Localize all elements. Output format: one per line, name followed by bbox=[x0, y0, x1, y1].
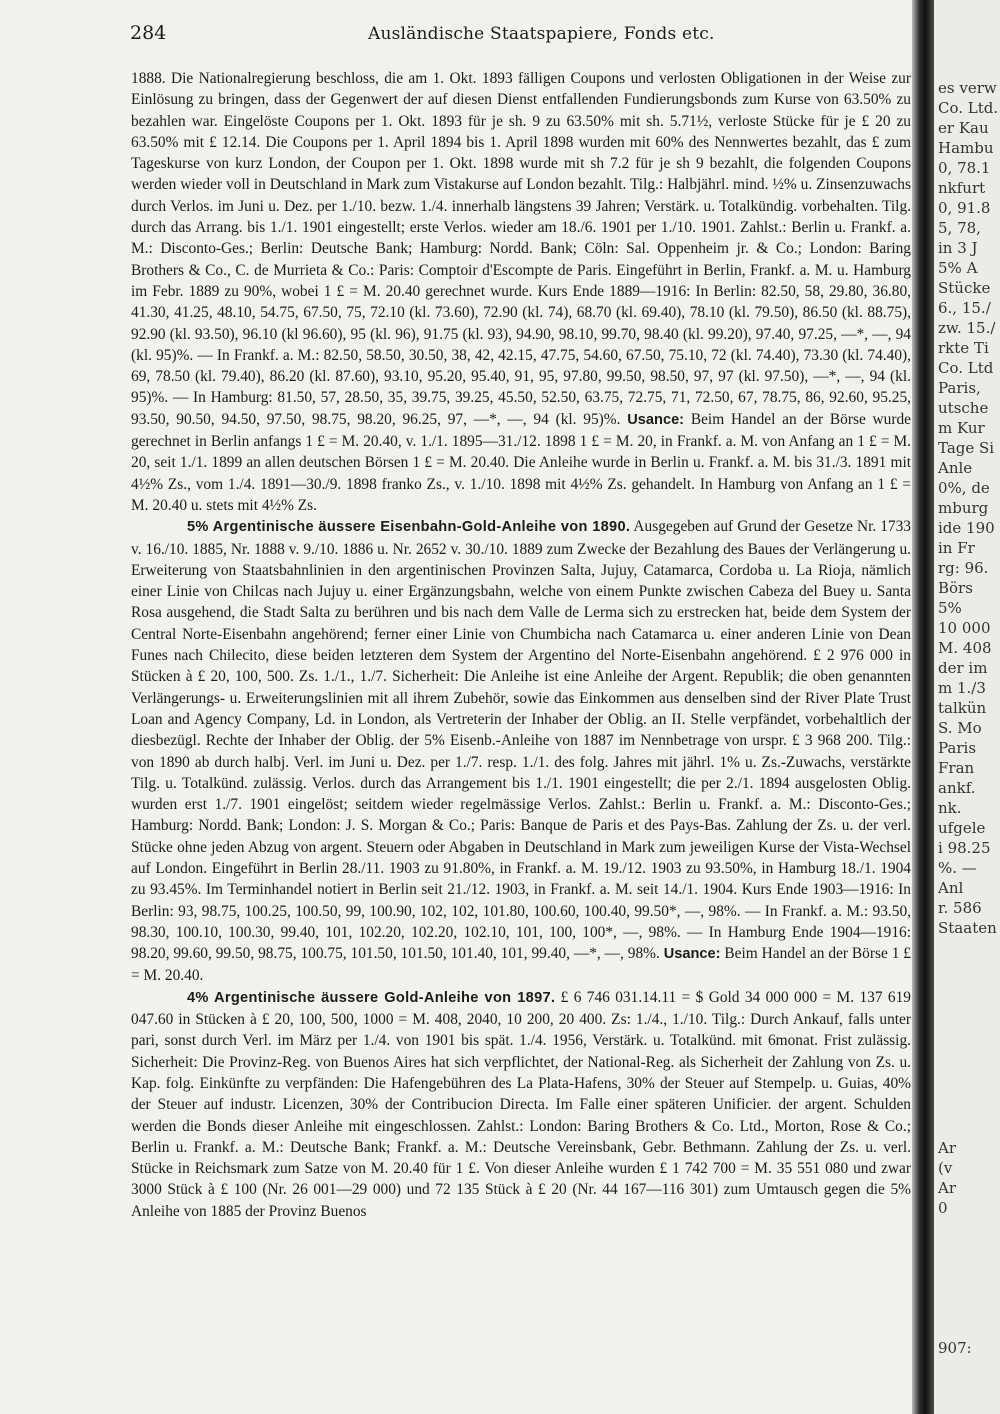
adjacent-page-fragment: r. 586 bbox=[938, 899, 982, 917]
paragraph-text: 1888. Die Nationalregierung beschloss, die am 1. Okt. 1893 fälligen Coupons und verlosten Obligationen in der Weise zur Einlösung zu bringen, dass der Gegenwert der auf diesen Dienst entfallenden Fundierungsbonds zum Kurse von 63.50% zu bezahlen war. Eingelöste Coupons per 1. Okt. 1893 für je sh. 9 zu 63.50% mit sh. 5.71½, verloste Stücke für je £ 20 zu 63.50% mit £ 12.14. Die Coupons per 1. April 1894 bis 1. April 1898 wurden mit 60% des Nennwertes bezahlt, das £ zum Tageskurse von kurz London, der Coupon per 1. Okt. 1898 wurde mit sh 7.2 für je sh 9 bezahlt, die folgenden Coupons werden wieder voll in Deutschland in Mark zum Vistakurse auf London bezahlt. Tilg.: Halbjährl. mind. ½% u. Zinsenzuwachs durch Verlos. im Juni u. Dez. per 1./10. bezw. 1./4. innerhalb längstens 39 Jahren; Verstärk. u. Totalkündig. vorbehalten. Tilg. durch das Arrang. bis 1./1. 1901 eingestellt; erste Verlos. wieder am 18./6. 1901 per 1./10. 1901. Zahlst.: Berlin u. Frankf. a. M.: Disconto-Ges.; Berlin: Deutsche Bank; Hamburg: Nordd. Bank; Cöln: Sal. Oppenheim jr. & Co.; London: Baring Brothers & Co., C. de Murrieta & Co.: Paris: Comptoir d'Escompte de Paris. Eingeführt in Berlin, Frankf. a. M. u. Hamburg im Febr. 1889 zu 90%, wobei 1 £ = M. 20.40 gerechnet wurde. Kurs Ende 1889—1916: In Berlin: 82.50, 58, 29.80, 36.80, 41.30, 41.25, 48.10, 54.75, 67.50, 75, 72.10 (kl. 73.60), 72.90 (kl. 74), 68.70 (kl. 69.40), 78.10 (kl. 79.50), 86.50 (kl. 88.75), 92.90 (kl. 93.50), 96.10 (kl 96.60), 95 (kl. 96), 91.75 (kl. 93), 94.90, 98.10, 99.70, 98.40 (kl. 99.20), 97.40, 97.25, —*, —, 94 (kl. 95)%. — In Frankf. a. M.: 82.50, 58.50, 30.50, 38, 42, 42.15, 47.75, 54.60, 67.50, 75.10, 72 (kl. 74.40), 73.30 (kl. 74.40), 69, 78.50 (kl. 79.40), 86.20 (kl. 87.60), 93.10, 95.20, 95.40, 91, 95, 97.80, 99.50, 98.50, 97, 97 (kl. 97.50), —*, —, 94 (kl. 95)%. — In Hamburg: 81.50, 57, 28.50, 35, 39.75, 39.25, 45.50, 52.50, 63.75, 72.75, 71, 72.50, 67, 78.75, 86, 92.60, 95.25, 93.50, 90.50, 94.50, 97.50, 98.75, 98.20, 96.25, 97, —*, —, 94 (kl. 95)%. bbox=[131, 70, 911, 428]
usance-label: Usance: bbox=[627, 411, 685, 428]
adjacent-page-fragment: zw. 15./ bbox=[938, 319, 996, 337]
adjacent-page-fragment bbox=[938, 938, 1000, 958]
adjacent-page-edge bbox=[934, 0, 1000, 1414]
adjacent-page-fragment: Hambu bbox=[938, 139, 994, 157]
adjacent-page-fragment: Ar bbox=[938, 1179, 957, 1197]
adjacent-page-fragment bbox=[938, 1258, 1000, 1278]
adjacent-page-fragments bbox=[934, 0, 1000, 1358]
adjacent-page-fragment: Paris bbox=[938, 739, 977, 757]
adjacent-page-fragment: Tage Si bbox=[938, 439, 995, 457]
adjacent-page-fragment: 6., 15./ bbox=[938, 299, 991, 317]
adjacent-page-fragment: %. — bbox=[938, 859, 977, 877]
usance-text: Beim Handel an der Börse wurde gerechnet in Berlin anfangs 1 £ = M. 20.40, v. 1./1. 1895—31./12. 1898 1 £ = M. 20, in Frankf. a. M. von Anfang an 1 £ = M. 20, seit 1./1. 1899 an allen deutschen Börsen 1 £ = M. 20.40. Die Anleihe wurde in Berlin u. Frankf. a. M. bis 31./3. 1891 mit 4½% Zs., vom 1./4. 1891—30./9. 1898 franko Zs., v. 1./10. 1898 mit 4½% Zs. gehandelt. In Hamburg von Anfang an 1 £ = M. 20.40 u. stets mit 4½% Zs. bbox=[131, 410, 912, 514]
adjacent-page-fragment: Börs bbox=[938, 579, 973, 597]
adjacent-page-fragment: 10 000 bbox=[938, 619, 991, 637]
adjacent-page-fragment: ankf. bbox=[938, 779, 976, 797]
adjacent-page-fragment: (v bbox=[938, 1159, 953, 1177]
adjacent-page-fragment bbox=[938, 998, 1000, 1018]
paragraph-text: £ 6 746 031.14.11 = $ Gold 34 000 000 = M. 137 619 047.60 in Stücken à £ 20, 100, 500, 1000 = M. 408, 2040, 10 200, 20 400. Zs: 1./4., 1./10. Tilg.: Durch Ankauf, falls unter pari, sonst durch Verl. im März per 1./4. von 1901 bis spät. 1./4. 1956, Verstärk. u. Totalkünd. mit 6monat. Frist zulässig. Sicherheit: Die Provinz-Reg. von Buenos Aires hat sich verpflichtet, der National-Reg. als Sicherheit der Zahlung von Zs. u. Kap. folg. Einkünfte zu verpfänden: Die Hafengebühren des La Plata-Hafens, 30% der Steuer auf Stempelp. u. Guias, 40% der Steuer auf industr. Licenzen, 30% der Contribucion Directa. Im Falle einer späteren Unificier. der argent. Schulden werden die Bonds dieser Anleihe mit eingeschlossen. Zahlst.: London: Baring Brothers & Co. Ltd., Morton, Rose & Co.; Berlin u. Frankf. a. M.: Deutsche Bank; Frankf. a. M.: Deutsche Vereinsbank, Gebr. Bethmann. Zahlung der Zs. u. verl. Stücke in Reichsmark zum Satze von M. 20.40 für 1 £. Von dieser Anleihe wurden £ 1 742 700 = M. 35 551 080 und zwar 3000 Stück à £ 100 (Nr. 26 001—29 000) und 72 135 Stück à £ 20 (Nr. 44 167—116 301) zum Umtausch gegen die 5% Anleihe von 1885 der Provinz Buenos bbox=[131, 988, 911, 1220]
adjacent-page-fragment: der im bbox=[938, 659, 988, 677]
adjacent-page-fragment: Anl bbox=[938, 879, 964, 897]
adjacent-page-fragment: 5% bbox=[938, 599, 962, 617]
usance-text: Beim Handel an der Börse 1 £ = M. 20.40. bbox=[131, 945, 911, 985]
adjacent-page-fragment bbox=[938, 1218, 1000, 1238]
adjacent-page-fragment bbox=[938, 1038, 1000, 1058]
adjacent-page-fragment bbox=[938, 1278, 1000, 1298]
adjacent-page-fragment: Ar bbox=[938, 1139, 957, 1157]
page-header bbox=[130, 22, 910, 52]
adjacent-page-fragment: in Fr bbox=[938, 539, 975, 557]
adjacent-page-fragment: m Kur bbox=[938, 419, 985, 437]
adjacent-page-fragment: es verw bbox=[938, 79, 997, 97]
adjacent-page-fragment: 5, 78, bbox=[938, 219, 981, 237]
adjacent-page-fragment bbox=[938, 978, 1000, 998]
adjacent-page-fragment: 5% A bbox=[938, 259, 978, 277]
body-text bbox=[131, 68, 911, 1222]
adjacent-page-fragment bbox=[938, 1238, 1000, 1258]
adjacent-page-fragment: rg: 96. bbox=[938, 559, 989, 577]
paragraph-text: Ausgegeben auf Grund der Gesetze Nr. 1733 v. 16./10. 1885, Nr. 1888 v. 9./10. 1886 u. Nr. 2652 v. 30./10. 1889 zum Zwecke der Bezahlung des Baues der Verlängerung u. Erweiterung von Staatsbahnlinien in den argentinischen Provinzen Salta, Jujuy, Catamarca, Cordoba u. La Rioja, nämlich einer Linie von Chilcas nach Jujuy u. einer Ergänzungsbahn, welche von einem Punkte zwischen Cabeza del Buey u. Santa Rosa ausgehend, die Stadt Salta zu berühren und bis nach dem Valle de Lerma sich zu erstrecken hat, beide dem System der Central Norte-Eisenbahn angehörend; ferner einer Linie von Chumbicha nach Catamarca u. einer anderen Linie von Dean Funes nach Chilecito, diese beiden letzteren dem System der Argentino del Norte-Eisenbahn angehörend. £ 2 976 000 in Stücken à £ 20, 100, 500. Zs. 1./1., 1./7. Sicherheit: Die Anleihe ist eine Anleihe der Argent. Republik; die oben genannten Verlängerungs- u. Erweiterungslinien mit all ihrem Zubehör, sowie das Einkommen aus denselben sind der River Plate Trust Loan and Agency Company, Ld. in London, als Vertreterin der Inhaber der Oblig. an II. Stelle verpfändet, vorbehaltlich der diesbezügl. Rechte der Inhaber der Oblig. der 5% Eisenb.-Anleihe von 1887 im Nennbetrage von urspr. £ 3 968 200. Tilg.: von 1890 ab durch halbj. Verl. im Juni u. Dez. per 1./7. resp. 1./1. des folg. Jahres mit jährl. 1% u. Zs.-Zuwachs, verstärkte Tilg. u. Totalkünd. zulässig. Verlos. durch das Arrangement bis 1./1. 1901 eingestellt; die per 2./1. 1894 ausgelosten Oblig. wurden erst 1./7. 1901 eingelöst; seitdem wieder regelmässige Verlos. Zahlst.: Berlin u. Frankf. a. M.: Disconto-Ges.; Hamburg: Nordd. Bank; London: J. S. Morgan & Co.; Paris: Banque de Paris et des Pays-Bas. Zahlung der Zs. u. der verl. Stücke ohne jeden Abzug von argent. Steuern oder Abgaben in Deutschland in Mark zum jeweiligen Kurse der Vista-Wechsel auf London. Eingeführt in Berlin 28./11. 1903 zu 91.80%, in Frankf. a. M. 19./12. 1903 zu 93.50%, in Hamburg 18./1. 1904 zu 93.45%. Im Terminhandel notiert in Berlin seit 21./12. 1903, in Frankf. a. M. seit 14./1. 1904. Kurs Ende 1903—1916: In Berlin: 93, 98.75, 100.25, 100.50, 99, 100.90, 102, 102, 101.80, 100.60, 100.40, 99.50*, —, 98%. — In Frankf. a. M.: 93.50, 98.30, 100.10, 100.30, 99.40, 101, 102.20, 102.20, 102.10, 101, 100, 100*, —, 98%. — In Hamburg Ende 1904—1916: 98.20, 99.60, 99.50, 98.75, 100.75, 101.50, 101.50, 101.40, 101, 99.40, —*, —, 98%. bbox=[131, 518, 912, 963]
adjacent-page-fragment bbox=[938, 1118, 1000, 1138]
adjacent-page-fragment: 0, 91.8 bbox=[938, 199, 991, 217]
adjacent-page-fragment bbox=[938, 1018, 1000, 1038]
adjacent-page-fragment: utsche bbox=[938, 399, 989, 417]
adjacent-page-fragment: S. Mo bbox=[938, 719, 982, 737]
section-heading: 5% Argentinische äussere Eisenbahn-Gold-Anleihe von 1890. bbox=[187, 519, 631, 536]
adjacent-page-fragment: i 98.25 bbox=[938, 839, 991, 857]
adjacent-page-fragment: ufgele bbox=[938, 819, 986, 837]
adjacent-page-fragment: nk. bbox=[938, 799, 962, 817]
adjacent-page-fragment: Fran bbox=[938, 759, 975, 777]
adjacent-page-fragment: M. 408 bbox=[938, 639, 992, 657]
adjacent-page-fragment bbox=[938, 1298, 1000, 1318]
usance-label: Usance: bbox=[663, 946, 721, 963]
adjacent-page-fragment bbox=[938, 958, 1000, 978]
book-gutter-shadow bbox=[912, 0, 934, 1414]
adjacent-page-fragment: Staaten bbox=[938, 919, 997, 937]
adjacent-page-fragment: in 3 J bbox=[938, 239, 978, 257]
adjacent-page-fragment: 0, 78.1 bbox=[938, 159, 991, 177]
paragraph-1890 bbox=[131, 516, 911, 987]
adjacent-page-fragment: m 1./3 bbox=[938, 679, 986, 697]
adjacent-page-fragment: Anle bbox=[938, 459, 973, 477]
adjacent-page-fragment: 907: bbox=[938, 1339, 972, 1357]
adjacent-page-fragment: 0%, de bbox=[938, 479, 990, 497]
adjacent-page-fragment: 0 bbox=[938, 1199, 948, 1217]
paragraph-1897 bbox=[131, 987, 911, 1222]
paragraph-1888 bbox=[131, 68, 911, 516]
adjacent-page-fragment: nkfurt bbox=[938, 179, 986, 197]
adjacent-page-fragment bbox=[938, 1078, 1000, 1098]
section-heading: 4% Argentinische äussere Gold-Anleihe von 1897. bbox=[187, 989, 556, 1006]
adjacent-page-fragment: Paris, bbox=[938, 379, 981, 397]
adjacent-page-fragment: Co. Ltd. bbox=[938, 99, 999, 117]
adjacent-page-fragment: er Kau bbox=[938, 119, 989, 137]
adjacent-page-fragment bbox=[938, 1318, 1000, 1338]
adjacent-page-fragment: Stücke bbox=[938, 279, 991, 297]
adjacent-page-fragment: rkte Ti bbox=[938, 339, 989, 357]
adjacent-page-fragment bbox=[938, 1098, 1000, 1118]
page-number: 284 bbox=[130, 22, 167, 44]
adjacent-page-fragment: mburg bbox=[938, 499, 989, 517]
adjacent-page-fragment: Co. Ltd bbox=[938, 359, 994, 377]
adjacent-page-fragment: ide 190 bbox=[938, 519, 995, 537]
adjacent-page-fragment: talkün bbox=[938, 699, 987, 717]
running-title: Ausländische Staatspapiere, Fonds etc. bbox=[368, 24, 715, 44]
adjacent-page-fragment bbox=[938, 1058, 1000, 1078]
